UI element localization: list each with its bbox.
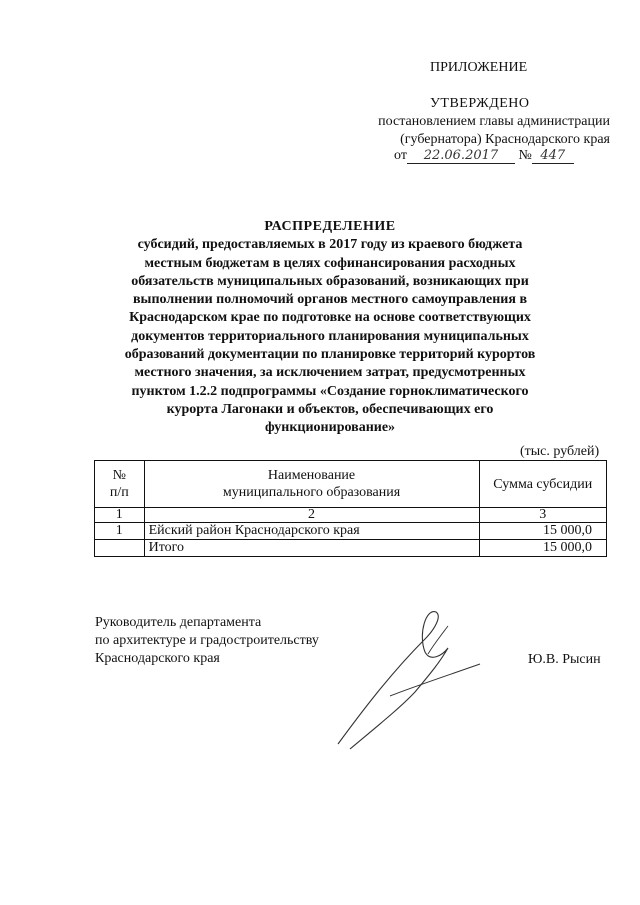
date-prefix: от [394, 148, 407, 163]
title-line: курорта Лагонаки и объектов, обеспечивающих его [166, 401, 494, 417]
title-line: пунктом 1.2.2 подпрограммы «Создание горноклиматического [131, 383, 529, 399]
appendix-label: ПРИЛОЖЕНИЕ [430, 60, 528, 75]
header-sum: Сумма субсидии [479, 461, 607, 508]
row-sum: 15 000,0 [479, 523, 607, 540]
approved-by-line-1: постановлением главы администрации [378, 114, 610, 129]
header-name [144, 461, 479, 508]
approved-label: УТВЕРЖДЕНО [430, 96, 530, 111]
title-line: местного значения, за исключением затрат, предусмотренных [134, 365, 526, 381]
title-line: документов территориального планирования муниципальных [131, 328, 529, 344]
approved-by-line-2: (губернатора) Краснодарского края [400, 132, 610, 147]
table-row [95, 523, 607, 540]
date-number-line [394, 148, 574, 164]
header-name-line-2: муниципального образования [222, 485, 401, 500]
subsidy-table [94, 460, 607, 557]
column-number: 3 [479, 508, 607, 523]
title-line: обязательств муниципальных образований, возникающих при [131, 273, 529, 289]
title-line: Краснодарском крае по подготовке на основе соответствующих [129, 310, 531, 326]
position-line-2: по архитектуре и градостроительству [95, 633, 319, 648]
title-line: образований документации по планировке территорий курортов [124, 347, 536, 363]
header-num-line-2: п/п [109, 485, 129, 500]
title-line: функционирование» [264, 420, 396, 436]
row-num: 1 [95, 523, 145, 540]
units-label: (тыс. рублей) [520, 444, 600, 459]
handwritten-signature [330, 604, 500, 754]
row-sum: 15 000,0 [479, 540, 607, 557]
table-row-total [95, 540, 607, 557]
column-number: 2 [144, 508, 479, 523]
position-line-3: Краснодарского края [95, 651, 220, 666]
header-num-line-1: № [112, 468, 126, 483]
column-number: 1 [95, 508, 145, 523]
row-name: Итого [144, 540, 479, 557]
header-name-line-1: Наименование [267, 468, 356, 483]
title-line: субсидий, предоставляемых в 2017 году из краевого бюджета [137, 237, 523, 253]
number-value: 447 [532, 148, 574, 164]
title-line: выполнении полномочий органов местного самоуправления в [132, 292, 528, 308]
row-name: Ейский район Краснодарского края [144, 523, 479, 540]
number-prefix: № [518, 148, 532, 163]
row-num [95, 540, 145, 557]
signatory-position [95, 614, 319, 668]
approved-by-block [345, 113, 610, 149]
document-title-block [115, 218, 545, 438]
column-number-row [95, 508, 607, 523]
header-num [95, 461, 145, 508]
signer-name: Ю.В. Рысин [528, 652, 601, 667]
document-title: РАСПРЕДЕЛЕНИЕ [264, 219, 396, 234]
table-header-row [95, 461, 607, 508]
title-line: местным бюджетам в целях софинансирования расходных [144, 255, 516, 271]
position-line-1: Руководитель департамента [95, 615, 262, 630]
date-value: 22.06.2017 [407, 148, 515, 164]
